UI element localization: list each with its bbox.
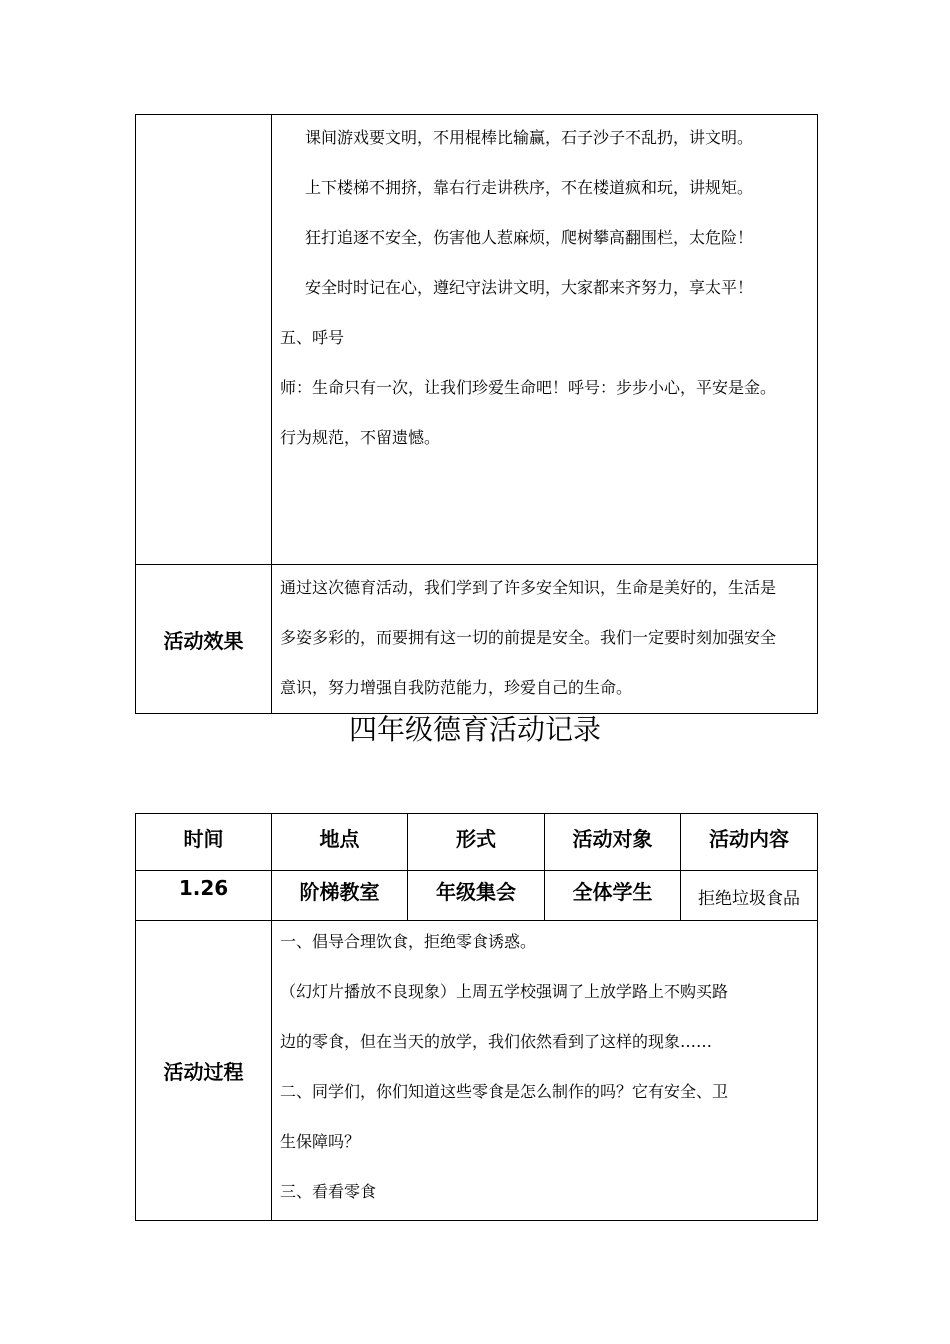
header-row [136, 814, 818, 871]
cell-audience: 全体学生 [545, 871, 681, 921]
header-location: 地点 [272, 814, 408, 871]
cell-location: 阶梯教室 [272, 871, 408, 921]
empty-label-cell [136, 115, 272, 565]
cell-form: 年级集会 [408, 871, 545, 921]
effect-line: 意识，努力增强自我防范能力，珍爱自己的生命。 [280, 678, 633, 697]
cell-content: 拒绝垃圾食品 [681, 871, 818, 921]
process-line: 课间游戏要文明，不用棍棒比输赢，石子沙子不乱扔，讲文明。 [305, 128, 754, 147]
process-line: 上下楼梯不拥挤，靠右行走讲秩序，不在楼道疯和玩，讲规矩。 [305, 178, 754, 197]
effect-content-cell [272, 565, 818, 714]
process-line: 行为规范，不留遗憾。 [280, 428, 441, 447]
page-title: 四年级德育活动记录 [348, 713, 601, 746]
process-content-cell [272, 921, 818, 1221]
process-line: 边的零食，但在当天的放学，我们依然看到了这样的现象…… [280, 1032, 713, 1051]
header-form: 形式 [408, 814, 545, 871]
header-audience: 活动对象 [545, 814, 681, 871]
process-line: 二、同学们，你们知道这些零食是怎么制作的吗？它有安全、卫 [280, 1082, 729, 1101]
process-line: 一、倡导合理饮食，拒绝零食诱惑。 [280, 932, 537, 951]
process-line: 三、看看零食 [280, 1182, 377, 1201]
data-row [136, 871, 818, 921]
effect-line: 多姿多彩的，而要拥有这一切的前提是安全。我们一定要时刻加强安全 [280, 628, 777, 647]
effect-line: 通过这次德育活动，我们学到了许多安全知识，生命是美好的，生活是 [280, 578, 777, 597]
activity-table-continued [135, 114, 818, 714]
process-line: 安全时时记在心，遵纪守法讲文明，大家都来齐努力，享太平！ [305, 278, 754, 297]
cell-time: 1.26 [136, 871, 272, 921]
process-line: 狂打追逐不安全，伤害他人惹麻烦，爬树攀高翻围栏，太危险！ [305, 228, 754, 247]
header-time: 时间 [136, 814, 272, 871]
process-content-cell [272, 115, 818, 565]
process-line: 师：生命只有一次，让我们珍爱生命吧！呼号：步步小心，平安是金。 [280, 378, 777, 397]
activity-record-table [135, 813, 818, 1221]
process-line: 生保障吗？ [280, 1132, 361, 1151]
process-line: 五、呼号 [280, 328, 345, 347]
effect-label: 活动效果 [136, 565, 272, 714]
header-content: 活动内容 [681, 814, 818, 871]
process-label: 活动过程 [136, 921, 272, 1221]
process-line: （幻灯片播放不良现象）上周五学校强调了上放学路上不购买路 [280, 982, 729, 1001]
